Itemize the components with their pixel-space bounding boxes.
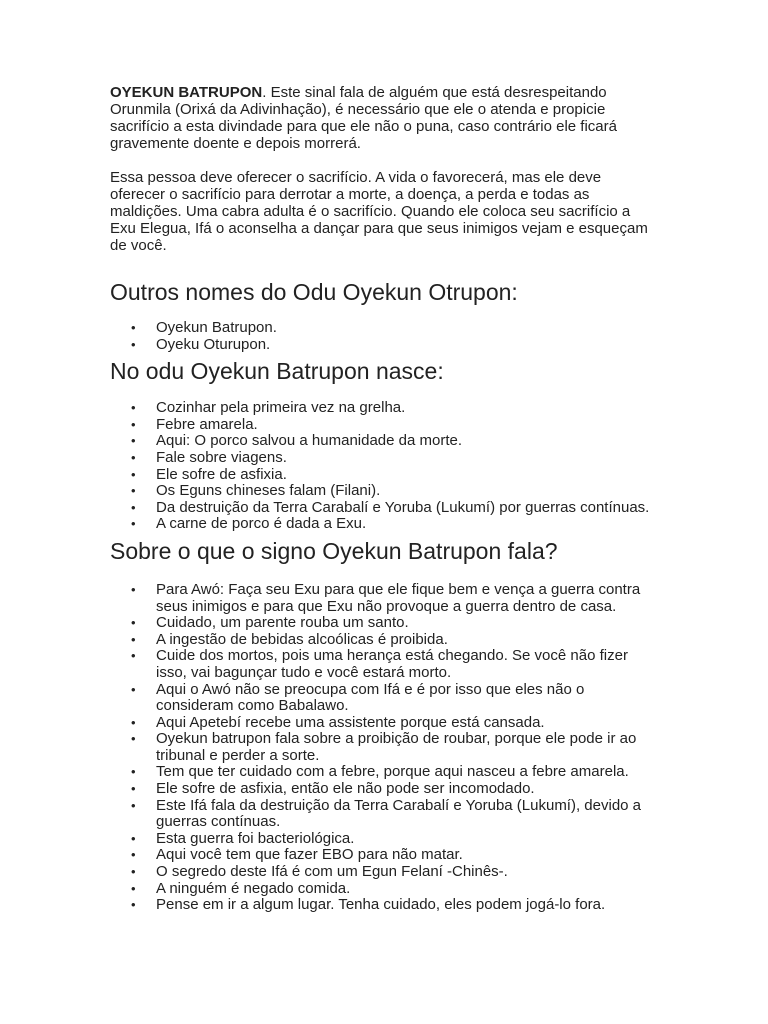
- list-item: • Este Ifá fala da destruição da Terra Carabalí e Yoruba (Lukumí), devido a guerras contínuas.: [156, 798, 658, 831]
- list-item: • Cozinhar pela primeira vez na grelha.: [156, 400, 658, 417]
- list-item: • Fale sobre viagens.: [156, 450, 658, 467]
- list-item: • Para Awó: Faça seu Exu para que ele fique bem e vença a guerra contra seus inimigos e para que Exu não provoque a guerra dentro de casa.: [156, 582, 658, 615]
- list-item: • Aqui: O porco salvou a humanidade da morte.: [156, 433, 658, 450]
- list-item: • O segredo deste Ifá é com um Egun Felaní -Chinês-.: [156, 864, 658, 881]
- list-item: • Da destruição da Terra Carabalí e Yoruba (Lukumí) por guerras contínuas.: [156, 500, 658, 517]
- list-item: • Esta guerra foi bacteriológica.: [156, 831, 658, 848]
- list-item: • Oyeku Oturupon.: [156, 337, 658, 354]
- list-item: • Oyekun Batrupon.: [156, 320, 658, 337]
- intro-text: . Este sinal fala de alguém que está desrespeitando Orunmila (Orixá da Adivinhação), é necessário que ele o atenda e propicie sacrifício a esta divindade para que ele não o puna, caso contrário ele ficará gravemente doente e depois morrerá.: [110, 84, 617, 152]
- list-item: • Febre amarela.: [156, 417, 658, 434]
- intro-paragraph: [110, 84, 658, 152]
- list-item: • A ingestão de bebidas alcoólicas é proibida.: [156, 632, 658, 649]
- heading-other-names: Outros nomes do Odu Oyekun Otrupon:: [110, 279, 518, 305]
- intro-title: OYEKUN BATRUPON: [110, 84, 263, 101]
- list-item: • Cuide dos mortos, pois uma herança está chegando. Se você não fizer isso, vai bagunçar tudo e você estará morto.: [156, 648, 658, 681]
- list-born-in-odu: [110, 400, 658, 533]
- list-item: • A carne de porco é dada a Exu.: [156, 516, 658, 533]
- list-item: • Pense em ir a algum lugar. Tenha cuidado, eles podem jogá-lo fora.: [156, 897, 658, 914]
- list-item: • Aqui Apetebí recebe uma assistente porque está cansada.: [156, 715, 658, 732]
- heading-born-in-odu: No odu Oyekun Batrupon nasce:: [110, 358, 444, 385]
- list-item: • Aqui o Awó não se preocupa com Ifá e é por isso que eles não o consideram como Babalawo.: [156, 682, 658, 715]
- list-item: • A ninguém é negado comida.: [156, 881, 658, 898]
- list-item: • Ele sofre de asfixia, então ele não pode ser incomodado.: [156, 781, 658, 798]
- list-what-sign-says: [110, 582, 658, 914]
- list-other-names: [110, 320, 658, 353]
- list-item: • Ele sofre de asfixia.: [156, 467, 658, 484]
- list-item: • Tem que ter cuidado com a febre, porque aqui nasceu a febre amarela.: [156, 764, 658, 781]
- heading-what-sign-says: Sobre o que o signo Oyekun Batrupon fala?: [110, 537, 558, 564]
- list-item: • Cuidado, um parente rouba um santo.: [156, 615, 658, 632]
- list-item: • Oyekun batrupon fala sobre a proibição de roubar, porque ele pode ir ao tribunal e perder a sorte.: [156, 731, 658, 764]
- list-item: • Os Eguns chineses falam (Filani).: [156, 483, 658, 500]
- sacrifice-paragraph: Essa pessoa deve oferecer o sacrifício. A vida o favorecerá, mas ele deve oferecer o sacrifício para derrotar a morte, a doença, a perda e todas as maldições. Uma cabra adulta é o sacrifício. Quando ele coloca seu sacrifício a Exu Elegua, Ifá o aconselha a dançar para que seus inimigos vejam e esqueçam de você.: [110, 169, 648, 254]
- list-item: • Aqui você tem que fazer EBO para não matar.: [156, 847, 658, 864]
